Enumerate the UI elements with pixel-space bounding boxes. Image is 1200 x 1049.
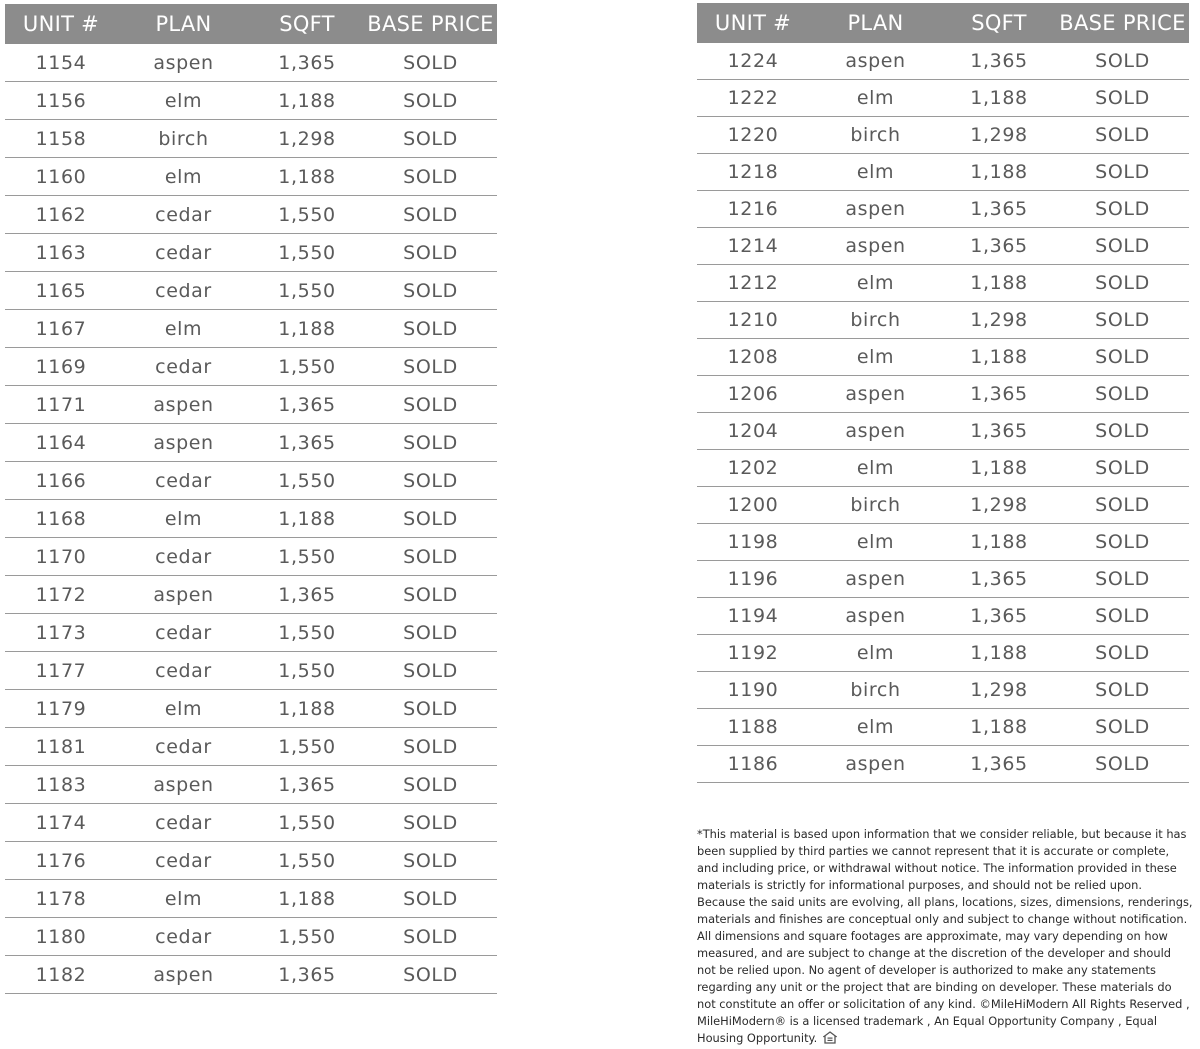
unit-number-cell: 1216: [697, 191, 809, 228]
unit-number-cell: 1181: [5, 728, 117, 766]
sqft-cell: 1,365: [942, 413, 1056, 450]
plan-cell: elm: [117, 158, 250, 196]
units-table-right: [697, 3, 1189, 783]
sqft-cell: 1,298: [250, 120, 364, 158]
table-row: [5, 82, 497, 120]
base-price-cell: SOLD: [1056, 413, 1189, 450]
unit-number-cell: 1206: [697, 376, 809, 413]
table-row: [5, 766, 497, 804]
table-row: [5, 348, 497, 386]
plan-cell: aspen: [809, 561, 942, 598]
base-price-cell: SOLD: [364, 386, 497, 424]
unit-number-cell: 1170: [5, 538, 117, 576]
plan-cell: elm: [809, 635, 942, 672]
unit-number-cell: 1204: [697, 413, 809, 450]
sqft-cell: 1,365: [942, 598, 1056, 635]
plan-cell: aspen: [809, 598, 942, 635]
table-row: [697, 376, 1189, 413]
sqft-cell: 1,365: [942, 43, 1056, 80]
base-price-cell: SOLD: [364, 766, 497, 804]
unit-number-cell: 1182: [5, 956, 117, 994]
base-price-cell: SOLD: [364, 538, 497, 576]
unit-number-cell: 1183: [5, 766, 117, 804]
plan-cell: aspen: [809, 191, 942, 228]
base-price-cell: SOLD: [364, 234, 497, 272]
table-row: [697, 746, 1189, 783]
plan-cell: aspen: [809, 746, 942, 783]
header-plan: PLAN: [809, 3, 942, 43]
plan-cell: elm: [809, 80, 942, 117]
sqft-cell: 1,365: [942, 376, 1056, 413]
base-price-cell: SOLD: [1056, 154, 1189, 191]
unit-number-cell: 1162: [5, 196, 117, 234]
base-price-cell: SOLD: [1056, 635, 1189, 672]
unit-number-cell: 1202: [697, 450, 809, 487]
sqft-cell: 1,550: [250, 462, 364, 500]
plan-cell: birch: [809, 487, 942, 524]
unit-number-cell: 1196: [697, 561, 809, 598]
unit-number-cell: 1173: [5, 614, 117, 652]
table-row: [697, 709, 1189, 746]
table-row: [697, 339, 1189, 376]
sqft-cell: 1,365: [250, 386, 364, 424]
base-price-cell: SOLD: [364, 690, 497, 728]
plan-cell: aspen: [809, 413, 942, 450]
plan-cell: elm: [809, 339, 942, 376]
unit-number-cell: 1154: [5, 44, 117, 82]
base-price-cell: SOLD: [1056, 43, 1189, 80]
unit-number-cell: 1190: [697, 672, 809, 709]
sqft-cell: 1,188: [942, 709, 1056, 746]
base-price-cell: SOLD: [1056, 80, 1189, 117]
header-sqft: SQFT: [942, 3, 1056, 43]
table-row: [5, 462, 497, 500]
plan-cell: elm: [809, 154, 942, 191]
base-price-cell: SOLD: [364, 348, 497, 386]
sqft-cell: 1,188: [250, 82, 364, 120]
table-row: [5, 500, 497, 538]
sqft-cell: 1,365: [942, 746, 1056, 783]
plan-cell: elm: [117, 82, 250, 120]
table-row: [5, 272, 497, 310]
base-price-cell: SOLD: [1056, 487, 1189, 524]
base-price-cell: SOLD: [1056, 709, 1189, 746]
sqft-cell: 1,550: [250, 918, 364, 956]
sqft-cell: 1,188: [942, 635, 1056, 672]
plan-cell: aspen: [117, 386, 250, 424]
table-row: [697, 302, 1189, 339]
sqft-cell: 1,298: [942, 487, 1056, 524]
base-price-cell: SOLD: [1056, 265, 1189, 302]
unit-number-cell: 1188: [697, 709, 809, 746]
plan-cell: cedar: [117, 728, 250, 766]
plan-cell: aspen: [809, 43, 942, 80]
base-price-cell: SOLD: [364, 44, 497, 82]
table-row: [697, 635, 1189, 672]
table-row: [697, 43, 1189, 80]
unit-number-cell: 1158: [5, 120, 117, 158]
plan-cell: elm: [809, 709, 942, 746]
sqft-cell: 1,188: [942, 450, 1056, 487]
base-price-cell: SOLD: [1056, 339, 1189, 376]
base-price-cell: SOLD: [364, 842, 497, 880]
table-row: [5, 690, 497, 728]
sqft-cell: 1,298: [942, 672, 1056, 709]
base-price-cell: SOLD: [1056, 672, 1189, 709]
table-row: [697, 598, 1189, 635]
unit-number-cell: 1166: [5, 462, 117, 500]
base-price-cell: SOLD: [364, 272, 497, 310]
table-row: [5, 804, 497, 842]
base-price-cell: SOLD: [364, 880, 497, 918]
sqft-cell: 1,550: [250, 842, 364, 880]
base-price-cell: SOLD: [364, 158, 497, 196]
unit-number-cell: 1171: [5, 386, 117, 424]
base-price-cell: SOLD: [1056, 746, 1189, 783]
header-base-price: BASE PRICE: [1056, 3, 1189, 43]
base-price-cell: SOLD: [364, 462, 497, 500]
base-price-cell: SOLD: [364, 500, 497, 538]
plan-cell: cedar: [117, 462, 250, 500]
base-price-cell: SOLD: [364, 728, 497, 766]
base-price-cell: SOLD: [1056, 376, 1189, 413]
sqft-cell: 1,550: [250, 348, 364, 386]
table-row: [697, 154, 1189, 191]
unit-number-cell: 1192: [697, 635, 809, 672]
base-price-cell: SOLD: [364, 424, 497, 462]
unit-number-cell: 1224: [697, 43, 809, 80]
plan-cell: birch: [809, 302, 942, 339]
plan-cell: cedar: [117, 538, 250, 576]
table-header-row: [697, 3, 1189, 43]
disclaimer-body: *This material is based upon information that we consider reliable, but because it has been supplied by third parties we cannot represent that it is accurate or complete, and including price, or withdrawal without notice. The information provided in these materials is strictly for informational purposes, and should not be relied upon. Because the said units are evolving, all plans, locations, sizes, dimensions, renderings, materials and finishes are conceptual only and subject to change without notification. All dimensions and square footages are approximate, may vary depending on how measured, and are subject to change at the discretion of the developer and should not be relied upon. No agent of developer is authorized to make any statements regarding any unit or the project that are binding on developer. These materials do not constitute an offer or solicitation of any kind. ©MileHiModern All Rights Reserved , MileHiModern® is a licensed trademark , An Equal Opportunity Company , Equal Housing Opportunity.: [697, 827, 1193, 1045]
sqft-cell: 1,365: [250, 44, 364, 82]
plan-cell: elm: [117, 880, 250, 918]
table-row: [697, 450, 1189, 487]
sqft-cell: 1,365: [942, 228, 1056, 265]
plan-cell: elm: [809, 524, 942, 561]
base-price-cell: SOLD: [1056, 117, 1189, 154]
sqft-cell: 1,298: [942, 302, 1056, 339]
plan-cell: aspen: [117, 766, 250, 804]
sqft-cell: 1,188: [942, 524, 1056, 561]
plan-cell: elm: [117, 690, 250, 728]
sqft-cell: 1,550: [250, 538, 364, 576]
base-price-cell: SOLD: [364, 196, 497, 234]
base-price-cell: SOLD: [364, 956, 497, 994]
plan-cell: aspen: [809, 228, 942, 265]
table-row: [5, 728, 497, 766]
base-price-cell: SOLD: [1056, 228, 1189, 265]
sqft-cell: 1,188: [250, 158, 364, 196]
table-row: [5, 652, 497, 690]
table-row: [697, 80, 1189, 117]
sqft-cell: 1,550: [250, 614, 364, 652]
sqft-cell: 1,188: [250, 310, 364, 348]
sqft-cell: 1,188: [942, 265, 1056, 302]
plan-cell: cedar: [117, 348, 250, 386]
table-row: [697, 413, 1189, 450]
unit-number-cell: 1214: [697, 228, 809, 265]
plan-cell: cedar: [117, 842, 250, 880]
header-sqft: SQFT: [250, 4, 364, 44]
table-row: [5, 576, 497, 614]
unit-number-cell: 1198: [697, 524, 809, 561]
unit-number-cell: 1168: [5, 500, 117, 538]
plan-cell: aspen: [117, 44, 250, 82]
base-price-cell: SOLD: [364, 652, 497, 690]
table-row: [5, 44, 497, 82]
unit-number-cell: 1167: [5, 310, 117, 348]
sqft-cell: 1,550: [250, 804, 364, 842]
unit-number-cell: 1179: [5, 690, 117, 728]
plan-cell: cedar: [117, 804, 250, 842]
sqft-cell: 1,550: [250, 652, 364, 690]
unit-number-cell: 1212: [697, 265, 809, 302]
unit-number-cell: 1177: [5, 652, 117, 690]
table-row: [697, 228, 1189, 265]
unit-number-cell: 1180: [5, 918, 117, 956]
base-price-cell: SOLD: [364, 804, 497, 842]
header-plan: PLAN: [117, 4, 250, 44]
sqft-cell: 1,550: [250, 234, 364, 272]
plan-cell: cedar: [117, 272, 250, 310]
table-row: [697, 191, 1189, 228]
unit-number-cell: 1210: [697, 302, 809, 339]
table-row: [5, 120, 497, 158]
plan-cell: birch: [809, 672, 942, 709]
sqft-cell: 1,188: [250, 690, 364, 728]
base-price-cell: SOLD: [1056, 561, 1189, 598]
unit-number-cell: 1222: [697, 80, 809, 117]
unit-number-cell: 1178: [5, 880, 117, 918]
base-price-cell: SOLD: [1056, 302, 1189, 339]
table-header-row: [5, 4, 497, 44]
table-row: [5, 310, 497, 348]
plan-cell: birch: [809, 117, 942, 154]
table-row: [5, 918, 497, 956]
sqft-cell: 1,188: [942, 80, 1056, 117]
table-row: [5, 614, 497, 652]
unit-number-cell: 1164: [5, 424, 117, 462]
plan-cell: elm: [809, 450, 942, 487]
units-table-left: [5, 4, 497, 994]
base-price-cell: SOLD: [364, 82, 497, 120]
table-row: [5, 158, 497, 196]
table-row: [697, 672, 1189, 709]
sqft-cell: 1,188: [250, 880, 364, 918]
base-price-cell: SOLD: [1056, 450, 1189, 487]
unit-number-cell: 1160: [5, 158, 117, 196]
base-price-cell: SOLD: [1056, 598, 1189, 635]
header-unit: UNIT #: [5, 4, 117, 44]
unit-number-cell: 1174: [5, 804, 117, 842]
table-row: [697, 117, 1189, 154]
table-row: [5, 538, 497, 576]
table-row: [697, 561, 1189, 598]
sqft-cell: 1,365: [250, 576, 364, 614]
plan-cell: cedar: [117, 614, 250, 652]
table-row: [697, 487, 1189, 524]
base-price-cell: SOLD: [364, 918, 497, 956]
base-price-cell: SOLD: [1056, 191, 1189, 228]
unit-number-cell: 1156: [5, 82, 117, 120]
unit-number-cell: 1186: [697, 746, 809, 783]
sqft-cell: 1,365: [250, 956, 364, 994]
sqft-cell: 1,365: [942, 561, 1056, 598]
sqft-cell: 1,550: [250, 196, 364, 234]
unit-number-cell: 1218: [697, 154, 809, 191]
sqft-cell: 1,365: [250, 424, 364, 462]
unit-number-cell: 1176: [5, 842, 117, 880]
table-row: [697, 524, 1189, 561]
plan-cell: elm: [117, 500, 250, 538]
plan-cell: aspen: [117, 424, 250, 462]
plan-cell: cedar: [117, 652, 250, 690]
header-base-price: BASE PRICE: [364, 4, 497, 44]
table-row: [5, 424, 497, 462]
unit-number-cell: 1163: [5, 234, 117, 272]
base-price-cell: SOLD: [364, 120, 497, 158]
plan-cell: aspen: [809, 376, 942, 413]
disclaimer-text: [697, 826, 1193, 1049]
table-row: [5, 196, 497, 234]
unit-number-cell: 1172: [5, 576, 117, 614]
header-unit: UNIT #: [697, 3, 809, 43]
base-price-cell: SOLD: [1056, 524, 1189, 561]
equal-housing-icon: [823, 1031, 837, 1049]
table-row: [5, 386, 497, 424]
sqft-cell: 1,188: [942, 339, 1056, 376]
plan-cell: elm: [809, 265, 942, 302]
plan-cell: elm: [117, 310, 250, 348]
unit-number-cell: 1200: [697, 487, 809, 524]
plan-cell: cedar: [117, 234, 250, 272]
table-row: [5, 880, 497, 918]
unit-number-cell: 1194: [697, 598, 809, 635]
plan-cell: cedar: [117, 196, 250, 234]
plan-cell: birch: [117, 120, 250, 158]
unit-number-cell: 1169: [5, 348, 117, 386]
base-price-cell: SOLD: [364, 614, 497, 652]
plan-cell: cedar: [117, 918, 250, 956]
base-price-cell: SOLD: [364, 310, 497, 348]
unit-number-cell: 1220: [697, 117, 809, 154]
sqft-cell: 1,365: [942, 191, 1056, 228]
base-price-cell: SOLD: [364, 576, 497, 614]
unit-number-cell: 1208: [697, 339, 809, 376]
unit-number-cell: 1165: [5, 272, 117, 310]
sqft-cell: 1,188: [942, 154, 1056, 191]
table-row: [5, 842, 497, 880]
sqft-cell: 1,188: [250, 500, 364, 538]
sqft-cell: 1,550: [250, 728, 364, 766]
sqft-cell: 1,298: [942, 117, 1056, 154]
sqft-cell: 1,550: [250, 272, 364, 310]
table-row: [5, 234, 497, 272]
table-row: [697, 265, 1189, 302]
table-row: [5, 956, 497, 994]
plan-cell: aspen: [117, 576, 250, 614]
sqft-cell: 1,365: [250, 766, 364, 804]
plan-cell: aspen: [117, 956, 250, 994]
